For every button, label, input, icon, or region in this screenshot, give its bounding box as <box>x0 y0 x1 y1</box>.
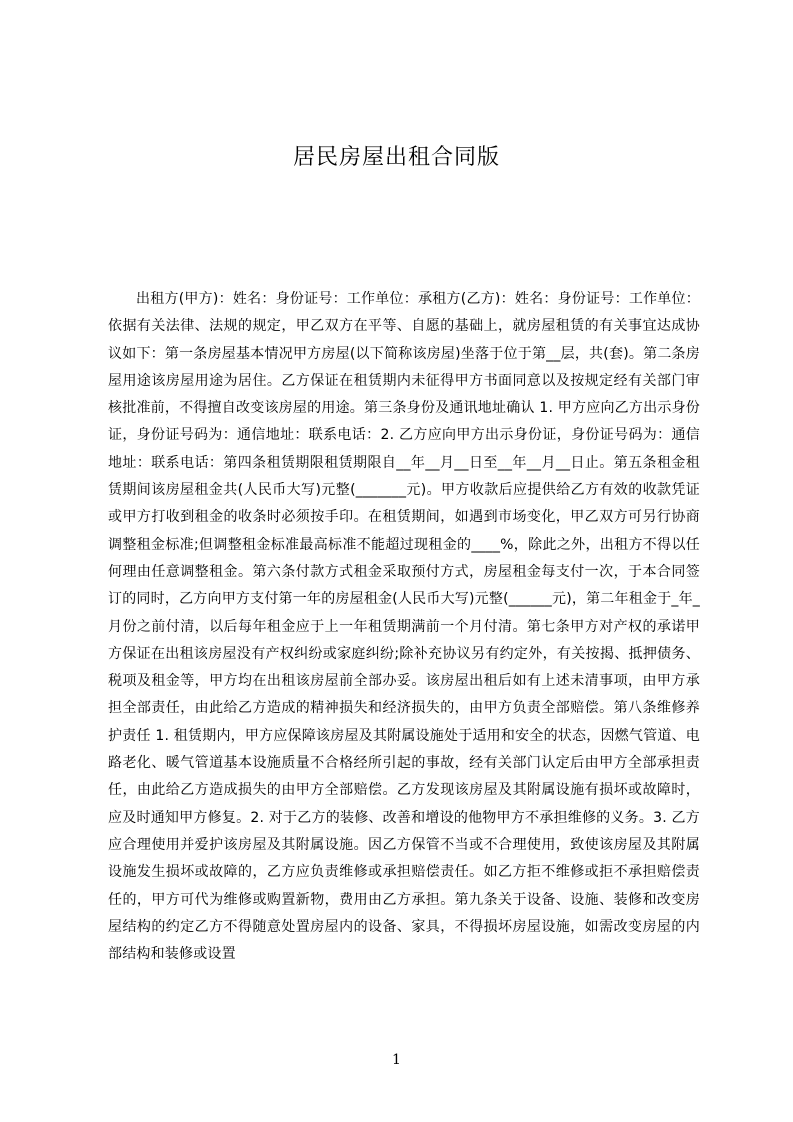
page-title: 居民房屋出租合同版 <box>292 145 500 170</box>
contract-body-paragraph: 出租方(甲方)：姓名：身份证号：工作单位：承租方(乙方)：姓名：身份证号：工作单位：依据有关法律、法规的规定，甲乙双方在平等、自愿的基础上，就房屋租赁的有关事宜达成协议如下：第一条房屋基本情况甲方房屋(以下简称该房屋)坐落于位于第__层，共(套)。第二条房屋用途该房屋用途为居住。乙方保证在租赁期内未征得甲方书面同意以及按规定经有关部门审核批准前，不得擅自改变该房屋的用途。第三条身份及通讯地址确认 1. 甲方应向乙方出示身份证，身份证号码为：通信地址：联系电话：2. 乙方应向甲方出示身份证，身份证号码为：通信地址：联系电话：第四条租赁期限租赁期限自__年__月__日至__年__月__日止。第五条租金租赁期间该房屋租金共(人民币大写)元整(_______元)。甲方收款后应提供给乙方有效的收款凭证或甲方打收到租金的收条时必须按手印。在租赁期间，如遇到市场变化，甲乙双方可另行协商调整租金标准;但调整租金标准最高标准不能超过现租金的____%，除此之外，出租方不得以任何理由任意调整租金。第六条付款方式租金采取预付方式，房屋租金每支付一次，于本合同签订的同时，乙方向甲方支付第一年的房屋租金(人民币大写)元整(______元)，第二年租金于_年_月份之前付清，以后每年租金应于上一年租赁期满前一个月付清。第七条甲方对产权的承诺甲方保证在出租该房屋没有产权纠纷或家庭纠纷;除补充协议另有约定外，有关按揭、抵押债务、税项及租金等，甲方均在出租该房屋前全部办妥。该房屋出租后如有上述未清事项，由甲方承担全部责任，由此给乙方造成的精神损失和经济损失的，由甲方负责全部赔偿。第八条维修养护责任 1. 租赁期内，甲方应保障该房屋及其附属设施处于适用和安全的状态，因燃气管道、电路老化、暖气管道基本设施质量不合格经所引起的事故，经有关部门认定后由甲方全部承担责任，由此给乙方造成损失的由甲方全部赔偿。乙方发现该房屋及其附属设施有损坏或故障时，应及时通知甲方修复。2. 对于乙方的装修、改善和增设的他物甲方不承担维修的义务。3. 乙方应合理使用并爱护该房屋及其附属设施。因乙方保管不当或不合理使用，致使该房屋及其附属设施发生损坏或故障的，乙方应负责维修或承担赔偿责任。如乙方拒不维修或拒不承担赔偿责任的，甲方可代为维修或购置新物，费用由乙方承担。第九条关于设备、设施、装修和改变房屋结构的约定乙方不得随意处置房屋内的设备、家具，不得损坏房屋设施，如需改变房屋的内部结构和装修或设置 <box>108 291 700 963</box>
page-number: 1 <box>392 1052 401 1068</box>
